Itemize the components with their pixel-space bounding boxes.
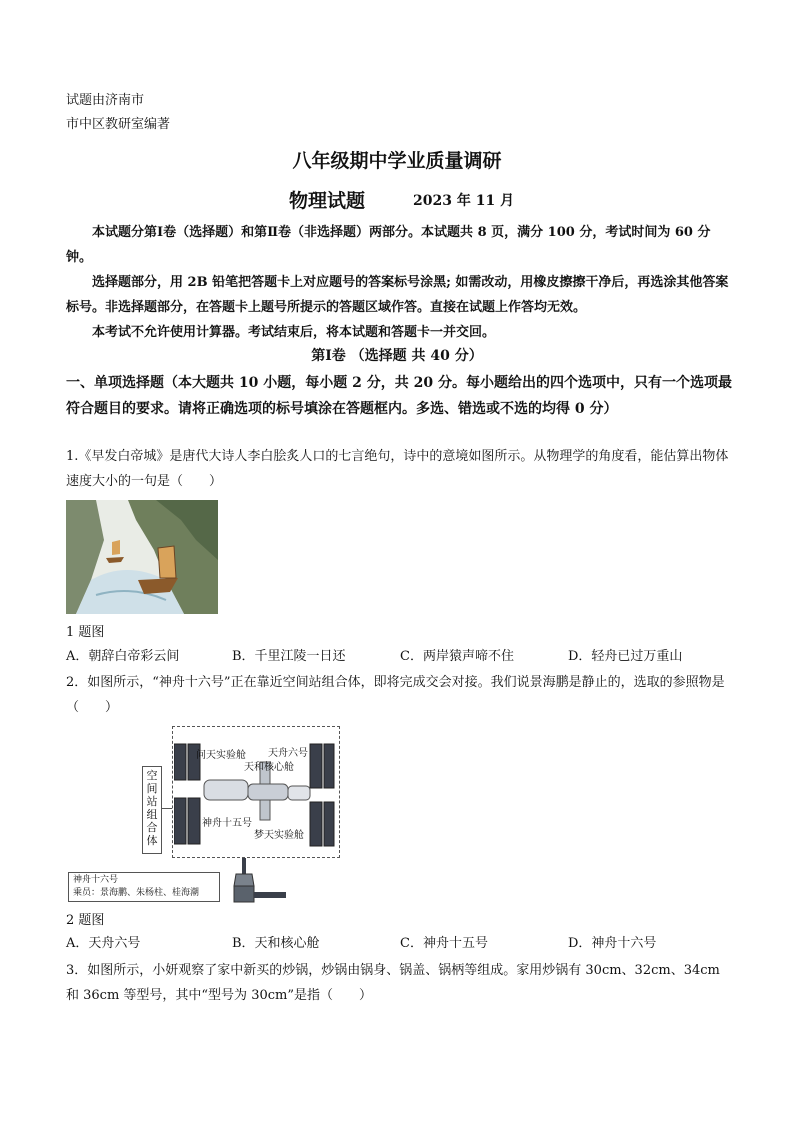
label-mengtian: 梦天实验舱 [254, 830, 304, 841]
label-crew: 乘员：景海鹏、朱杨柱、桂海潮 [73, 888, 200, 898]
label-wentian: 问天实验舱 [196, 750, 246, 761]
side-label-char: 间 [146, 782, 158, 795]
source-line-2: 市中区教研室编著 [66, 117, 171, 132]
option-d[interactable]: D．神舟十六号 [568, 936, 657, 951]
label-tianzhou: 天舟六号 [268, 748, 308, 759]
side-label-char: 体 [146, 834, 158, 847]
question-2-caption: 2 题图 [66, 913, 105, 928]
option-d[interactable]: D．轻舟已过万重山 [568, 649, 683, 664]
connector-line [161, 808, 172, 809]
exam-date: 2023 年 11 月 [413, 193, 515, 209]
label-tianhe: 天和核心舱 [244, 762, 294, 773]
instruction-1: 本试题分第Ⅰ卷（选择题）和第Ⅱ卷（非选择题）两部分。本试题共 8 页，满分 100 分，考试时间为 60 分钟。 [66, 225, 711, 265]
label-shenzhou16: 神舟十六号 [73, 875, 119, 885]
side-label-char: 站 [146, 795, 158, 808]
option-a[interactable]: A．天舟六号 [66, 936, 141, 951]
question-1-figure [66, 500, 218, 614]
side-label-box [142, 766, 162, 854]
option-a[interactable]: A．朝辞白帝彩云间 [66, 649, 180, 664]
source-line-1: 试题由济南市 [66, 93, 145, 108]
question-1-stem: 1.《早发白帝城》是唐代大诗人李白脍炙人口的七言绝句，诗中的意境如图所示。从物理学的角度看，能估算出物体速度大小的一句是（ ） [66, 449, 729, 489]
option-c[interactable]: C．神舟十五号 [400, 936, 488, 951]
question-1-caption: 1 题图 [66, 625, 105, 640]
subtitle: 物理试题 [289, 190, 366, 212]
main-title: 八年级期中学业质量调研 [292, 150, 502, 172]
question-2-stem: 2．如图所示，“神舟十六号”正在靠近空间站组合体，即将完成交会对接。我们说景海鹏是静止的，选取的参照物是（ ） [66, 675, 725, 715]
option-b[interactable]: B．千里江陵一日还 [232, 649, 346, 664]
part-heading: 第Ⅰ卷 （选择题 共 40 分） [311, 348, 483, 364]
option-c[interactable]: C．两岸猿声啼不住 [400, 649, 514, 664]
side-label-char: 组 [146, 808, 158, 821]
instruction-2: 选择题部分，用 2B 铅笔把答题卡上对应题号的答案标号涂黑; 如需改动，用橡皮擦擦干净后，再选涂其他答案标号。非选择题部分，在答题卡上题号所提示的答题区域作答。直接在试题上作答均无效。 [66, 275, 729, 315]
shenzhou16-craft-illustration [222, 858, 288, 906]
side-label-char: 合 [146, 821, 158, 834]
option-b[interactable]: B．天和核心舱 [232, 936, 320, 951]
side-label-char: 空 [146, 769, 158, 782]
label-shenzhou15: 神舟十五号 [202, 818, 252, 829]
question-3-stem: 3．如图所示，小妍观察了家中新买的炒锅，炒锅由锅身、锅盖、锅柄等组成。家用炒锅有 30cm、32cm、34cm 和 36cm 等型号，其中“型号为 30cm”是指（ ） [66, 963, 720, 1003]
question-2-figure [66, 724, 346, 906]
shenzhou16-label-box [68, 872, 220, 902]
section-heading: 一、单项选择题（本大题共 10 小题，每小题 2 分，共 20 分。每小题给出的四个选项中，只有一个选项最符合题目的要求。请将正确选项的标号填涂在答题框内。多选、错选或不选的均得 0 分） [66, 375, 732, 417]
instruction-3: 本考试不允许使用计算器。考试结束后，将本试题和答题卡一并交回。 [92, 325, 496, 340]
boat-illustration [66, 500, 218, 614]
